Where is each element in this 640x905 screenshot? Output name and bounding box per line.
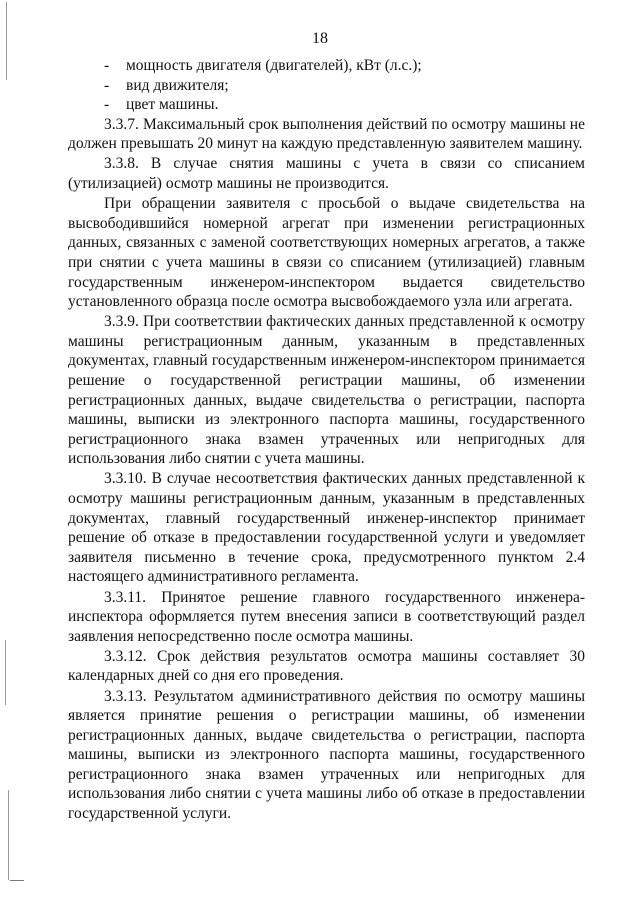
list-dash: -	[104, 57, 110, 74]
paragraph-3-3-12: 3.3.12. Срок действия результатов осмотра машины составляет 30 календарных дней со дня его проведения.	[68, 647, 585, 685]
list-item-text: мощность двигателя (двигателей), кВт (л.с.);	[126, 57, 422, 74]
list-item-text: цвет машины.	[126, 96, 219, 114]
list-dash: -	[104, 96, 110, 114]
paragraph-3-3-13: 3.3.13. Результатом административного действия по осмотру машины является принятие решения о регистрации машины, об изменении регистрационных данных, выдаче свидетельства о регистрации, паспорта машины, выписки из электронного паспорта машины, государственного регистрационного знака взамен утраченных или непригодных для использования либо снятии с учета машины либо об отказе в предоставлении государственной услуги.	[68, 687, 585, 823]
paragraph-3-3-11: 3.3.11. Принятое решение главного государственного инженера-инспектора оформляется путем внесения записи в соответствующий раздел заявления непосредственно после осмотра машины.	[68, 588, 585, 645]
list-dash: -	[104, 76, 110, 94]
scan-margin-line	[8, 790, 9, 880]
paragraph-3-3-7: 3.3.7. Максимальный срок выполнения действий по осмотру машины не должен превышать 20 минут на каждую представленную заявителем машину.	[68, 115, 585, 153]
list-item	[68, 76, 585, 96]
document-body	[68, 56, 585, 824]
paragraph-3-3-10: 3.3.10. В случае несоответствия фактических данных представленной к осмотру машины регистрационным данным, указанным в представленных документах, главный государственный инженер-инспектор принимает решение об отказе в предоставлении государственной услуги и уведомляет заявителя письменно в течение срока, предусмотренного пунктом 2.4 настоящего административного регламента.	[68, 470, 585, 586]
page-number: 18	[312, 30, 328, 47]
paragraph-3-3-9: 3.3.9. При соответствии фактических данных представленной к осмотру машины регистрационным данным, указанным в представленных документах, главный государственным инженером-инспектором принимается решение о государственной регистрации машины, об изменении регистрационных данных, выдаче свидетельства о регистрации, паспорта машины, выписки из электронного паспорта машины, государственного регистрационного знака взамен утраченных или непригодных для использования либо снятии с учета машины.	[68, 313, 585, 468]
scan-corner-mark	[10, 880, 24, 881]
paragraph-certificate-request: При обращении заявителя с просьбой о выдаче свидетельства на высвободившийся номерной агрегат при изменении регистрационных данных, связанных с заменой соответствующих номерных агрегатов, а также при снятии с учета машины в связи со списанием (утилизацией) главным государственным инженером-инспектором выдается свидетельство установленного образца после осмотра высвобождаемого узла или агрегата.	[68, 195, 585, 311]
list-item	[68, 95, 585, 115]
list-item	[68, 56, 585, 76]
list-item-text: вид движителя;	[126, 76, 229, 94]
scan-margin-line	[5, 640, 6, 705]
paragraph-3-3-8: 3.3.8. В случае снятия машины с учета в связи со списанием (утилизацией) осмотр машины не производится.	[68, 155, 585, 193]
